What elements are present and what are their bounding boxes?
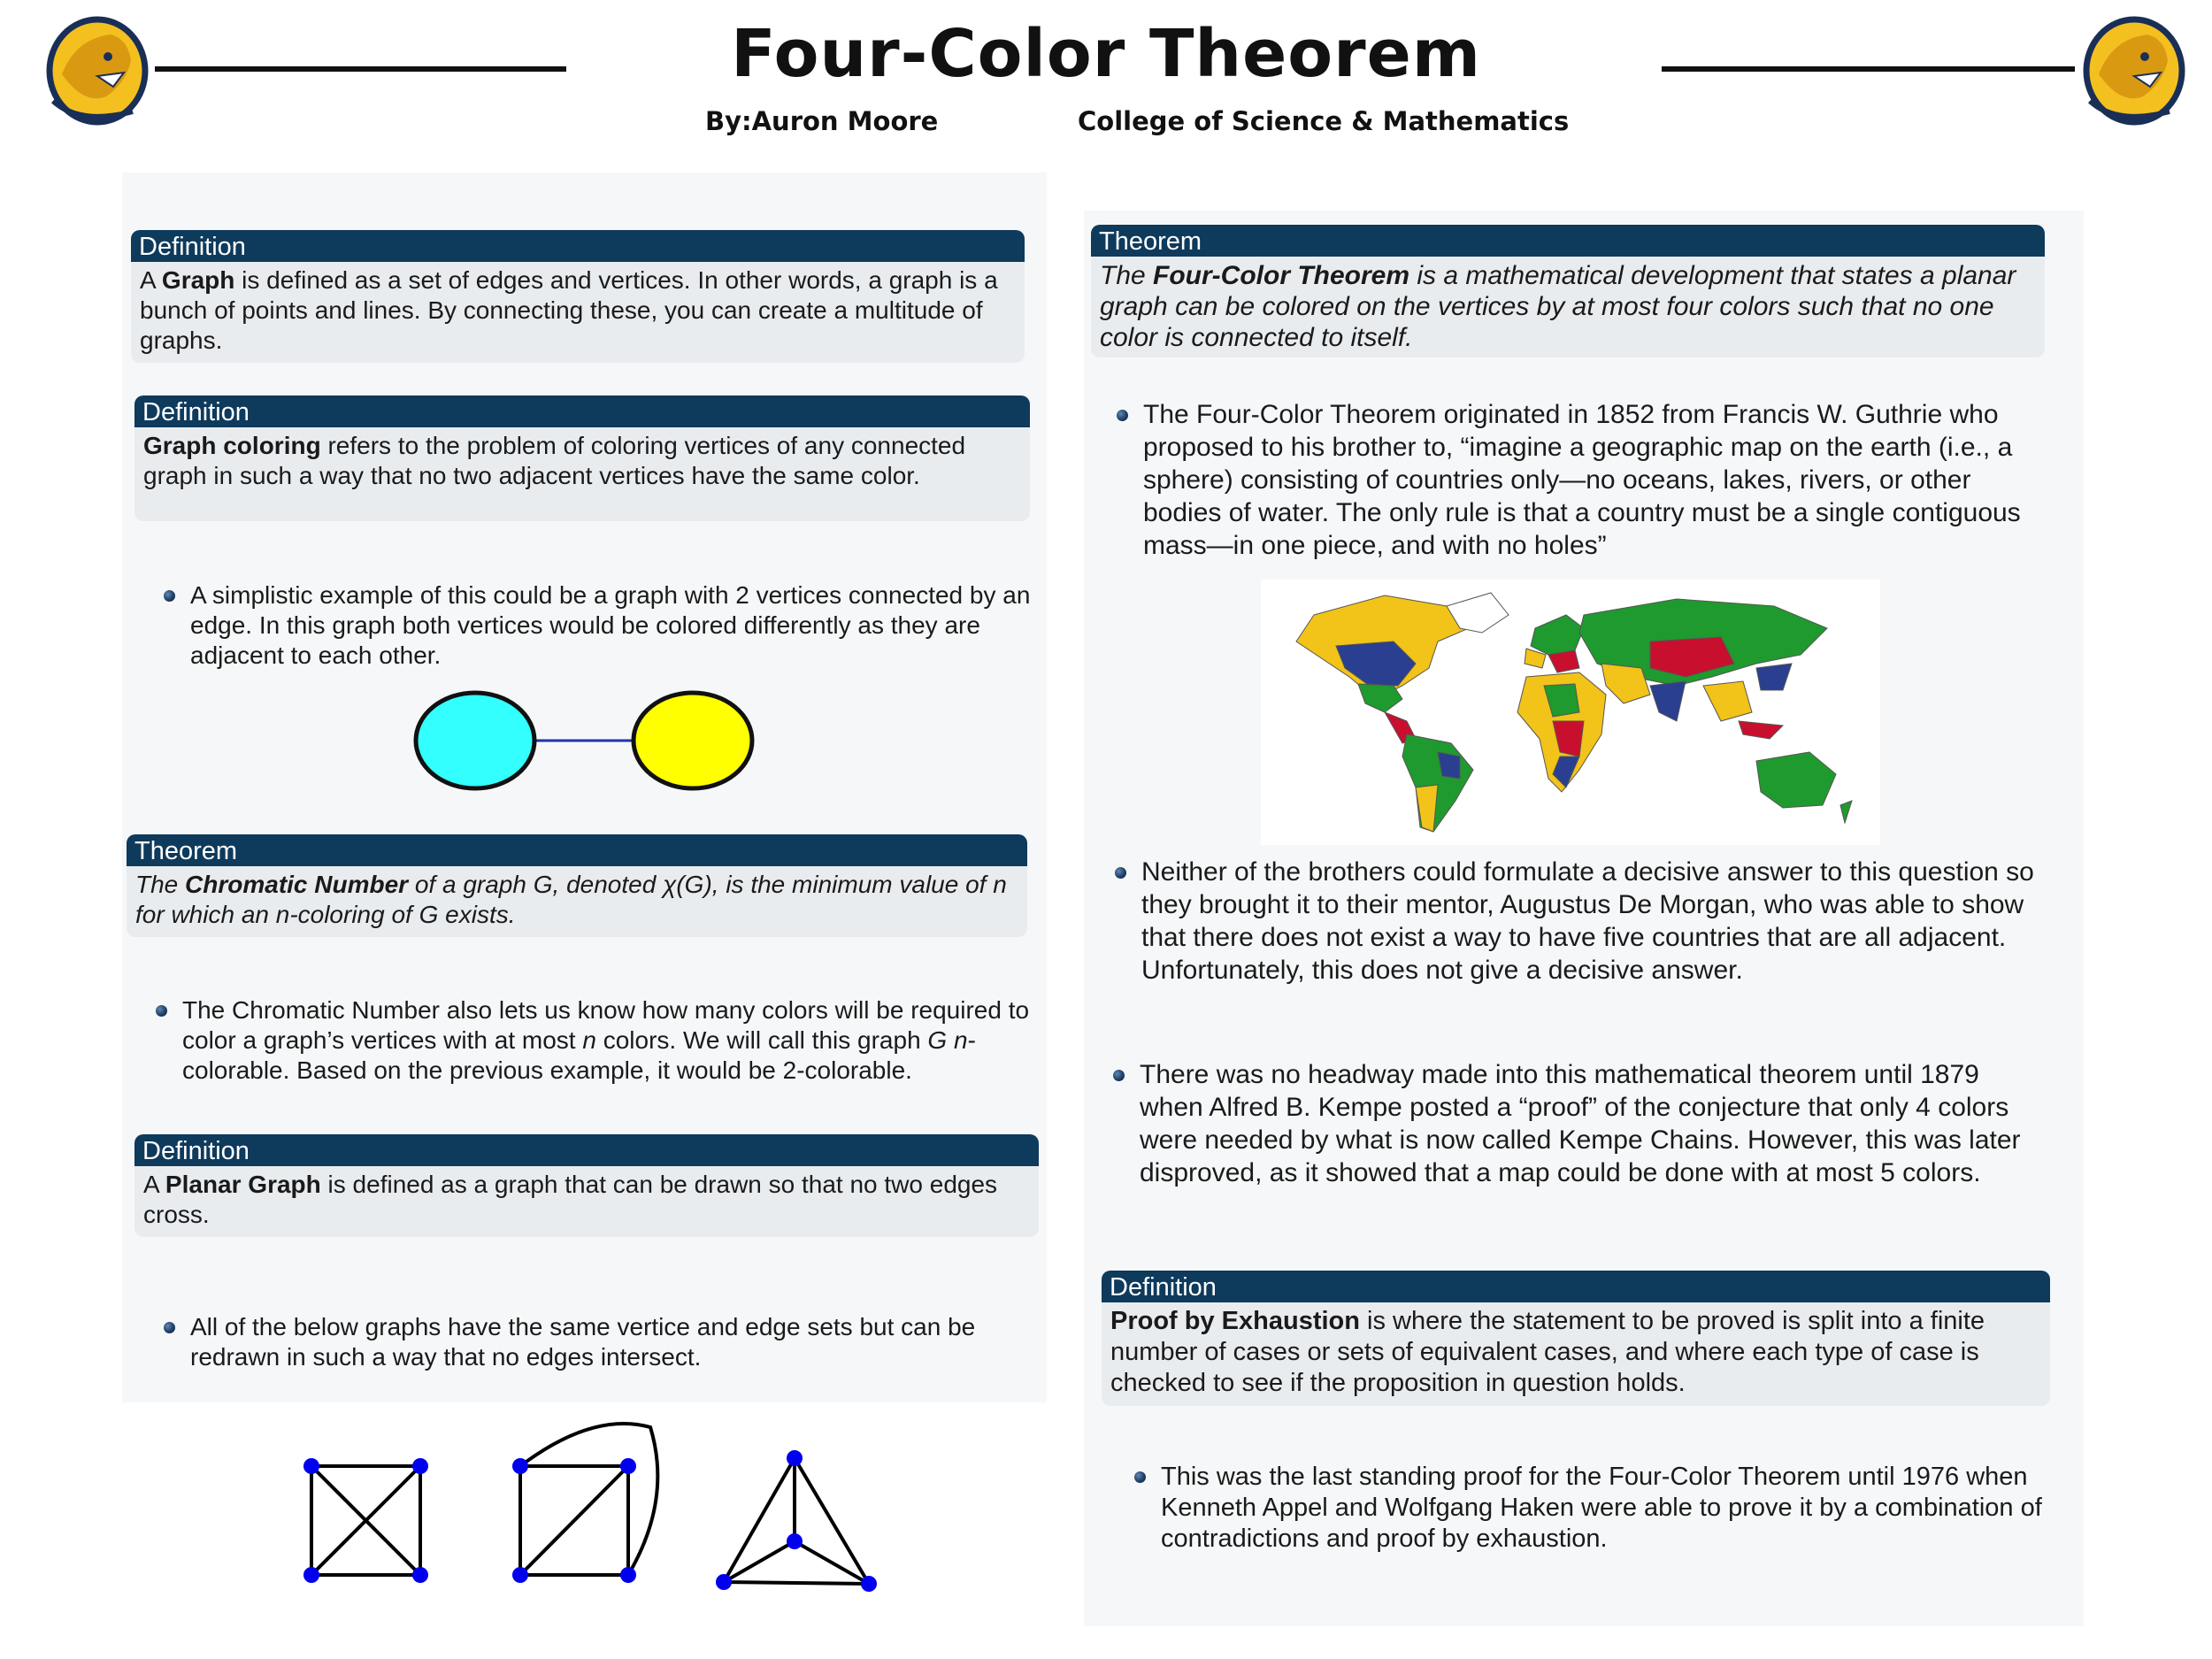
bullet-chromatic bbox=[182, 995, 1032, 1086]
definition-planar-term: Planar Graph bbox=[165, 1171, 321, 1198]
bullet-dot-icon bbox=[1115, 867, 1126, 879]
theorem-four-color-box bbox=[1091, 225, 2045, 357]
vertex-yellow bbox=[634, 693, 752, 788]
definition-planar-text bbox=[134, 1166, 1039, 1237]
bullet-dot-icon bbox=[1134, 1471, 1146, 1483]
definition-graph-header: Definition bbox=[131, 230, 1025, 262]
bullet-kempe bbox=[1140, 1058, 2033, 1189]
bullet-demorgan-text: Neither of the brothers could formulate a decisive answer to this question so they brought it to their mentor, Augustus De Morgan, who was able to show that there does not exist a way to have five countries that are all adjacent. Unfortunately, this does not give a decisive answer. bbox=[1141, 857, 2034, 985]
theorem-four-color-body: is a mathematical development that states a planar graph can be colored on the vertices by at most four colors such that no one color is connected to itself. bbox=[1100, 261, 2016, 352]
right-mascot-logo bbox=[2081, 12, 2187, 127]
bullet-simple-example-text: A simplistic example of this could be a graph with 2 vertices connected by an edge. In this graph both vertices would be colored differently as they are adjacent to each other. bbox=[190, 581, 1031, 669]
bullet-origin-text: The Four-Color Theorem originated in 1852 from Francis W. Guthrie who proposed to his brother to, “imagine a geographic map on the earth (i.e., a sphere) consisting of countries only—no oceans, lakes, rivers, or other bodies of water. The only rule is that a country must be a single contiguous mass—in one piece, and with no holes” bbox=[1143, 400, 2021, 560]
theorem-four-color-pre: The bbox=[1100, 261, 1154, 290]
definition-planar-box bbox=[134, 1134, 1039, 1237]
bullet-appel bbox=[1161, 1462, 2046, 1555]
bullet-appel-text: This was the last standing proof for the Four-Color Theorem until 1976 when Kenneth Appel and Wolfgang Haken were able to prove it by a combination of contradictions and proof by exhaustion. bbox=[1161, 1463, 2042, 1553]
theorem-four-color-header: Theorem bbox=[1091, 225, 2045, 257]
definition-coloring-header: Definition bbox=[134, 396, 1030, 427]
bullet-dot-icon bbox=[164, 1322, 175, 1333]
bullet-chromatic-g: G n bbox=[927, 1026, 968, 1054]
bullet-chromatic-text-b: colors. We will call this graph bbox=[595, 1026, 928, 1054]
bullet-demorgan bbox=[1141, 856, 2062, 987]
vertex-cyan bbox=[416, 693, 534, 788]
definition-exhaustion-header: Definition bbox=[1102, 1271, 2050, 1302]
header-rule-right bbox=[1662, 66, 2075, 72]
definition-planar-header: Definition bbox=[134, 1134, 1039, 1166]
definition-exhaustion-body: is where the statement to be proved is split into a finite number of cases or sets of equivalent cases, and where each type of case is checked to see if the proposition in question holds. bbox=[1110, 1307, 1985, 1397]
theorem-four-color-term: Four-Color Theorem bbox=[1153, 261, 1410, 290]
definition-exhaustion-box bbox=[1102, 1271, 2050, 1406]
definition-planar-pre: A bbox=[143, 1171, 165, 1198]
theorem-chromatic-pre: The bbox=[135, 871, 186, 898]
college-name: College of Science & Mathematics bbox=[1078, 106, 1570, 136]
bullet-dot-icon bbox=[1117, 410, 1128, 421]
definition-graph-pre: A bbox=[140, 266, 162, 294]
definition-graph-text bbox=[131, 262, 1025, 363]
definition-coloring-body: refers to the problem of coloring vertices of any connected graph in such a way that no two adjacent vertices have the same color. bbox=[143, 432, 966, 489]
planar-graph-k4-triangle bbox=[708, 1442, 885, 1601]
bullet-dot-icon bbox=[156, 1005, 167, 1017]
page-title: Four-Color Theorem bbox=[731, 16, 1481, 92]
bullet-chromatic-n: n bbox=[582, 1026, 596, 1054]
planar-graph-k4-arc bbox=[495, 1411, 690, 1588]
bullet-simple-example bbox=[190, 580, 1040, 671]
definition-graph-box bbox=[131, 230, 1025, 363]
definition-coloring-term: Graph coloring bbox=[143, 432, 321, 459]
bullet-dot-icon bbox=[164, 590, 175, 602]
definition-coloring-box bbox=[134, 396, 1030, 521]
definition-exhaustion-text bbox=[1102, 1302, 2050, 1406]
theorem-chromatic-text bbox=[127, 866, 1027, 937]
bullet-origin bbox=[1143, 398, 2055, 562]
two-vertex-graph bbox=[407, 686, 761, 801]
bullet-planar bbox=[190, 1312, 1040, 1372]
bullet-kempe-text: There was no headway made into this mathematical theorem until 1879 when Alfred B. Kempe posted a “proof” of the conjecture that only 4 colors were needed by what is now called Kempe Chains. However, this was later disproved, as it showed that a map could be done with at most 5 colors. bbox=[1140, 1060, 2021, 1187]
definition-graph-term: Graph bbox=[161, 266, 235, 294]
bullet-dot-icon bbox=[1113, 1070, 1125, 1081]
theorem-chromatic-body: of a graph G, denoted χ(G), is the minimum value of n for which an n-coloring of G exists. bbox=[135, 871, 1007, 928]
four-color-world-map bbox=[1261, 580, 1880, 845]
definition-coloring-text bbox=[134, 427, 1030, 498]
bullet-planar-text: All of the below graphs have the same vertice and edge sets but can be redrawn in such a way that no edges intersect. bbox=[190, 1313, 976, 1371]
definition-planar-body: is defined as a graph that can be drawn so that no two edges cross. bbox=[143, 1171, 998, 1228]
theorem-four-color-text bbox=[1091, 257, 2045, 357]
bullet-chromatic-text-a: The Chromatic Number also lets us know how many colors will be required to color a graph’s vertices with at most bbox=[182, 996, 1030, 1054]
planar-graph-k4-crossed bbox=[292, 1447, 442, 1588]
definition-graph-body: is defined as a set of edges and vertices. In other words, a graph is a bunch of points and lines. By connecting these, you can create a multitude of graphs. bbox=[140, 266, 998, 354]
theorem-chromatic-box bbox=[127, 834, 1027, 937]
theorem-chromatic-term: Chromatic Number bbox=[185, 871, 409, 898]
author-name: By:Auron Moore bbox=[705, 106, 939, 136]
theorem-chromatic-header: Theorem bbox=[127, 834, 1027, 866]
definition-exhaustion-term: Proof by Exhaustion bbox=[1110, 1307, 1360, 1335]
bullet-chromatic-text-c: -colorable. Based on the previous example, it would be 2-colorable. bbox=[182, 1026, 976, 1084]
